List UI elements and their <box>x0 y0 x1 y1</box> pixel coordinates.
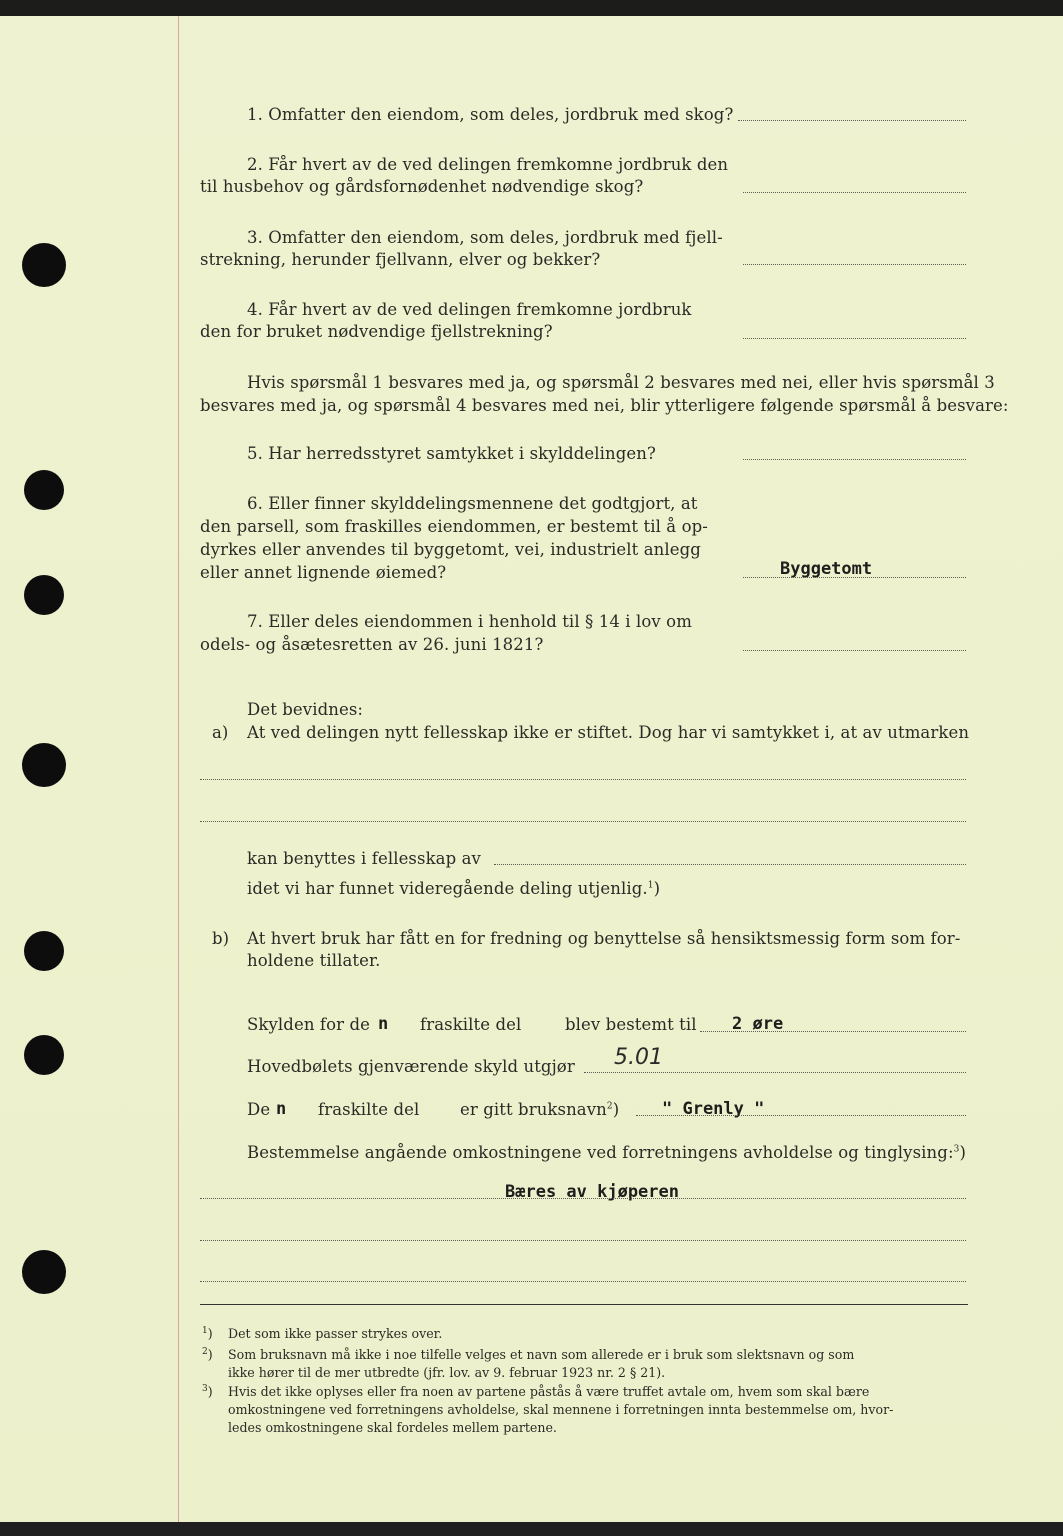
reason-text-main: idet vi har funnet videregående deling utjenlig. <box>247 879 648 898</box>
name-label-3-text: er gitt bruksnavn <box>460 1100 607 1119</box>
footnote-2-marker: $^2$) <box>202 1346 213 1362</box>
footnote-2-line-1: Som bruksnavn må ikke i noe tilfelle velges et navn som allerede er i bruk som slektsnavn og som <box>228 1347 855 1362</box>
utmark-field-1[interactable] <box>200 779 966 780</box>
hoved-label: Hovedbølets gjenværende skyld utgjør <box>247 1057 575 1076</box>
question-6-line-3: dyrkes eller anvendes til byggetomt, vei, industrielt anlegg <box>200 540 701 559</box>
question-2-line-1: 2. Får hvert av de ved delingen fremkomne jordbruk den <box>247 155 729 174</box>
footnote-ref-3: 3 <box>953 1144 960 1155</box>
shared-use-label: kan benyttes i fellesskap av <box>247 849 481 868</box>
cost-field-2[interactable] <box>200 1240 966 1241</box>
condition-line-2: besvares med ja, og spørsmål 4 besvares med nei, blir ytterligere følgende spørsmål å besvare: <box>200 396 1009 415</box>
cost-label-text: Bestemmelse angående omkostningene ved forretningens avholdelse og tinglysing: <box>247 1143 954 1162</box>
name-label-2: fraskilte del <box>318 1100 420 1119</box>
utmark-field-2[interactable] <box>200 821 966 822</box>
reason-text: idet vi har funnet videregående deling utjenlig.$^1$) <box>247 879 661 898</box>
question-6-line-2: den parsell, som fraskilles eiendommen, er bestemt til å op- <box>200 517 708 536</box>
skyld-field[interactable] <box>700 1031 966 1032</box>
name-field[interactable] <box>636 1115 966 1116</box>
punch-hole <box>22 243 66 287</box>
question-7-line-1: 7. Eller deles eiendommen i henhold til § 14 i lov om <box>247 612 692 631</box>
skyld-label-3: blev bestemt til <box>565 1015 697 1034</box>
attest-a-text: At ved delingen nytt fellesskap ikke er stiftet. Dog har vi samtykket i, at av utmarken <box>247 723 970 742</box>
condition-line-1: Hvis spørsmål 1 besvares med ja, og spørsmål 2 besvares med nei, eller hvis spørsmål 3 <box>247 373 995 392</box>
question-5: 5. Har herredsstyret samtykket i skylddelingen? <box>247 444 656 463</box>
name-value: " Grenly " <box>662 1099 765 1119</box>
attest-b-marker: b) <box>212 929 230 948</box>
footnote-3-number: 3 <box>202 1383 208 1394</box>
attest-b-line-2: holdene tillater. <box>247 951 381 970</box>
question-2-line-2: til husbehov og gårdsfornødenhet nødvendige skog? <box>200 177 644 196</box>
answer-field-2[interactable] <box>743 192 966 193</box>
footnote-1-marker: $^1$) <box>202 1325 213 1341</box>
footnote-3-line-3: ledes omkostningene skal fordeles mellem partene. <box>228 1420 557 1435</box>
answer-field-7[interactable] <box>743 650 966 651</box>
punch-hole <box>24 1035 64 1075</box>
attest-a-marker: a) <box>212 723 229 742</box>
cost-field-3[interactable] <box>200 1281 966 1282</box>
scan-bottom-edge <box>0 1522 1063 1536</box>
punch-hole <box>24 931 64 971</box>
footnote-2-number: 2 <box>202 1346 208 1357</box>
punch-hole <box>22 743 66 787</box>
cost-label <box>247 1142 966 1164</box>
footnote-divider <box>200 1304 968 1305</box>
footnote-1: Det som ikke passer strykes over. <box>228 1326 443 1341</box>
scan-top-edge <box>0 0 1063 16</box>
skyld-label-1: Skylden for de <box>247 1015 370 1034</box>
question-4-line-2: den for bruket nødvendige fjellstrekning? <box>200 322 553 341</box>
footnote-3-line-1: Hvis det ikke oplyses eller fra noen av partene påstås å være truffet avtale om, hvem som skal bære <box>228 1384 870 1399</box>
question-7-line-2: odels- og åsætesretten av 26. juni 1821? <box>200 635 544 654</box>
name-label-close: ) <box>612 1100 620 1119</box>
punch-hole <box>24 575 64 615</box>
cost-label-close: ) <box>959 1143 966 1162</box>
cost-value: Bæres av kjøperen <box>505 1182 679 1202</box>
hoved-field[interactable] <box>584 1072 966 1073</box>
punch-hole <box>24 470 64 510</box>
answer-field-6[interactable] <box>743 577 966 578</box>
name-fill: n <box>276 1099 287 1119</box>
skyld-value: 2 øre <box>732 1014 784 1034</box>
answer-6-value: Byggetomt <box>780 559 873 579</box>
footnote-ref-1: 1 <box>647 880 654 891</box>
footnote-ref-2: 2 <box>606 1101 613 1112</box>
answer-field-1[interactable] <box>738 120 966 121</box>
question-3-line-2: strekning, herunder fjellvann, elver og bekker? <box>200 250 601 269</box>
question-6-line-1: 6. Eller finner skylddelingsmennene det godtgjort, at <box>247 494 698 513</box>
question-4-line-1: 4. Får hvert av de ved delingen fremkomne jordbruk <box>247 300 692 319</box>
footnote-2-line-2: ikke hører til de mer utbredte (jfr. lov. av 9. februar 1923 nr. 2 § 21). <box>228 1365 666 1380</box>
punch-hole <box>22 1250 66 1294</box>
hoved-value: 5.01 <box>614 1045 663 1070</box>
footnote-3-line-2: omkostningene ved forretningens avholdelse, skal mennene i forretningen innta bestemmelse om, hvor- <box>228 1402 894 1417</box>
answer-field-5[interactable] <box>743 459 966 460</box>
cost-field-1[interactable] <box>200 1198 966 1199</box>
margin-rule <box>178 16 179 1522</box>
answer-field-4[interactable] <box>743 338 966 339</box>
name-label-1: De <box>247 1100 271 1119</box>
attest-heading: Det bevidnes: <box>247 700 364 719</box>
shared-use-field[interactable] <box>494 864 966 865</box>
answer-field-3[interactable] <box>743 264 966 265</box>
skyld-fill-1: n <box>378 1014 389 1034</box>
name-label-3 <box>460 1099 619 1121</box>
question-3-line-1: 3. Omfatter den eiendom, som deles, jordbruk med fjell- <box>247 228 723 247</box>
attest-b-line-1: At hvert bruk har fått en for fredning og benyttelse så hensiktsmessig form som for- <box>247 929 961 948</box>
skyld-label-2: fraskilte del <box>420 1015 522 1034</box>
footnote-1-number: 1 <box>202 1325 208 1336</box>
question-1: 1. Omfatter den eiendom, som deles, jordbruk med skog? <box>247 105 734 124</box>
footnote-3-marker: $^3$) <box>202 1383 213 1399</box>
question-6-line-4: eller annet lignende øiemed? <box>200 563 447 582</box>
